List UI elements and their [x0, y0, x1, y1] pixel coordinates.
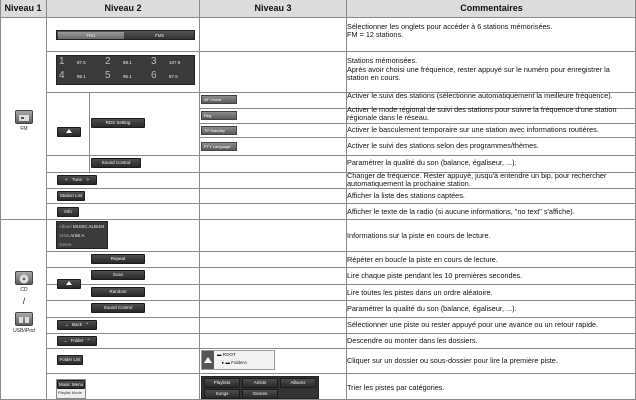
fm-sound-control-button[interactable]: Sound Control	[91, 158, 141, 168]
preset-3[interactable]: 3 107.9	[151, 56, 181, 67]
usb-mode-icon[interactable]	[15, 312, 33, 326]
cd-sound-control-button[interactable]: Sound Control	[91, 303, 145, 313]
header-niveau2: Niveau 2	[47, 0, 199, 17]
track-album-row: Album MUSIC ALBUM	[59, 224, 105, 229]
cd-menu-up-button[interactable]	[57, 279, 81, 289]
comment-folder: Descendre ou monter dans les dossiers.	[347, 336, 478, 345]
track-genre-row: Genre	[59, 242, 72, 247]
comment-repeat: Répéter en boucle la piste en cours de lecture.	[347, 255, 498, 264]
cd-mode-label: CD	[20, 287, 28, 293]
tree-scroll-up[interactable]	[202, 351, 214, 369]
folder-list-button[interactable]: Folder List	[57, 355, 83, 365]
arrow-up-icon	[65, 280, 73, 286]
category-grid	[201, 376, 319, 399]
mode-separator: /	[22, 296, 26, 306]
folder-button[interactable]	[57, 336, 97, 346]
tab-fm1[interactable]: FM1	[58, 32, 124, 39]
folder-tree-panel	[201, 350, 275, 370]
header-commentaires: Commentaires	[347, 0, 636, 17]
comment-presets-2: Après avoir choisi une fréquence, rester appuyé sur le numéro pour enregistrer la station en cours.	[347, 65, 610, 83]
music-menu-button[interactable]: Music Menu	[58, 382, 84, 387]
comment-random: Lire toutes les pistes dans un ordre aléatoire.	[347, 288, 493, 297]
comment-cd-sound: Paramétrer la qualité du son (balance, égaliseur, ...).	[347, 304, 517, 313]
comment-tabs: Sélectionner les onglets pour accéder à 6 stations mémorisées. FM = 12 stations.	[347, 22, 553, 40]
comment-back: Sélectionner une piste ou rester appuyé pour une avance ou un retour rapide.	[347, 320, 599, 329]
header-niveau1: Niveau 1	[0, 0, 46, 17]
rds-reg[interactable]: Reg	[201, 111, 237, 120]
category-albums[interactable]: Albums	[280, 378, 316, 388]
comment-scan: Lire chaque piste pendant les 10 premières secondes.	[347, 271, 523, 280]
chevron-right-icon: >	[86, 177, 89, 182]
comment-track: Informations sur la piste en cours de lecture.	[347, 231, 491, 240]
comment-tp: Activer le basculement temporaire sur une station avec informations routières.	[347, 125, 599, 134]
arrow-up-icon	[203, 356, 213, 364]
rds-tp-standby[interactable]: TP Standby	[201, 126, 237, 135]
comment-station-list: Afficher la liste des stations captées.	[347, 191, 465, 200]
fm-mode-label: FM	[20, 126, 28, 132]
comment-presets-1: Stations mémorisées.	[347, 56, 418, 65]
chevron-up-icon: ⌃	[85, 322, 90, 327]
random-button[interactable]: Random	[91, 287, 145, 297]
station-list-button[interactable]: Station List	[57, 191, 85, 201]
header-niveau3: Niveau 3	[200, 0, 346, 17]
comment-music-menu: Trier les pistes par catégories.	[347, 383, 445, 392]
rds-menu-up-button[interactable]	[57, 127, 81, 137]
tree-root[interactable]: ▬ ROOT	[217, 352, 236, 357]
preset-1[interactable]: 1 87.5	[59, 56, 86, 67]
tree-folder-a[interactable]: ▸ ▬ FolderA	[222, 360, 248, 365]
track-artist-row: Artist Artist A	[59, 233, 85, 238]
back-button[interactable]	[57, 320, 97, 330]
fm-tab-bar	[56, 30, 195, 40]
comment-pty: Activer le suivi des stations selon des programmes/thèmes.	[347, 141, 539, 150]
repeat-button[interactable]: Repeat	[91, 254, 145, 264]
preset-grid	[56, 55, 195, 85]
playlist-mode-label[interactable]: Playlist Mode	[58, 390, 82, 395]
folder-label: Folder	[70, 338, 84, 343]
scan-button[interactable]: Scan	[91, 270, 145, 280]
chevron-down-icon: ⌄	[64, 322, 69, 327]
preset-2[interactable]: 2 88.1	[105, 56, 132, 67]
comment-info: Afficher le texte de la radio (si aucune informations, "no text" s'affiche).	[347, 207, 575, 216]
preset-5[interactable]: 5 95.1	[105, 70, 132, 81]
tune-button[interactable]	[57, 175, 97, 185]
preset-6[interactable]: 6 87.5	[151, 70, 178, 81]
rds-af-check[interactable]: AF Check	[201, 95, 237, 104]
category-genres[interactable]: Genres	[242, 389, 278, 399]
comment-af: Activer le suivi des stations (sélectionne automatiquement la meilleure fréquence).	[347, 91, 613, 100]
chevron-left-icon: <	[65, 177, 68, 182]
music-menu-panel	[56, 379, 86, 399]
cd-mode-icon[interactable]	[15, 271, 33, 285]
category-artists[interactable]: Artists	[242, 378, 278, 388]
back-label: Back	[71, 322, 82, 327]
track-info-panel	[56, 221, 108, 249]
comment-fm-sound: Paramétrer la qualité du son (balance, égaliseur, ...).	[347, 158, 517, 167]
tune-label: Tune	[71, 177, 83, 182]
preset-4[interactable]: 4 95.1	[59, 70, 86, 81]
info-button[interactable]: Info	[57, 207, 79, 217]
category-songs[interactable]: Songs	[204, 389, 240, 399]
chevron-down-icon: ⌄	[63, 338, 68, 343]
fm-mode-icon[interactable]	[15, 110, 33, 124]
comment-tune: Changer de fréquence. Rester appuyé, jusqu'à entendre un bip, pour rechercher automatiquement la prochaine station.	[347, 171, 607, 189]
comment-folder-list: Cliquer sur un dossier ou sous-dossier pour lire la première piste.	[347, 356, 558, 365]
arrow-up-icon	[65, 128, 73, 134]
category-playlists[interactable]: Playlists	[204, 378, 240, 388]
tab-fm2[interactable]: FM2	[155, 33, 164, 38]
chevron-up-icon: ⌃	[86, 338, 91, 343]
rds-pty-language[interactable]: PTY Language	[201, 142, 237, 151]
rds-setting-button[interactable]: RDS Setting	[91, 118, 145, 128]
usb-mode-label: USB/iPod	[13, 328, 35, 334]
comment-reg: Activer le mode régional de suivi des stations pour suivre la fréquence d'une station régionale dans le réseau.	[347, 105, 617, 123]
